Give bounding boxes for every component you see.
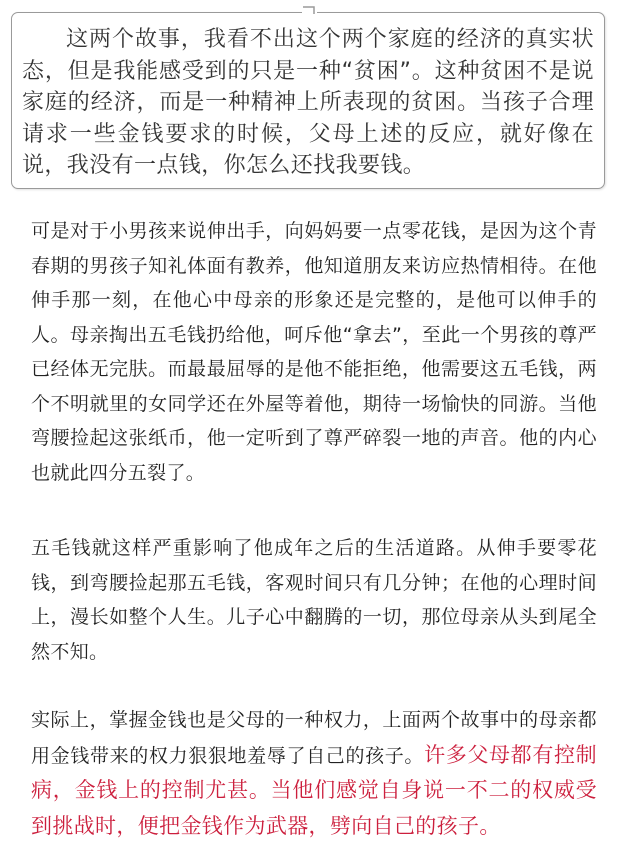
body-paragraph-3-text: 实际上，掌握金钱也是父母的一种权力，上面两个故事中的母亲都用金钱带来的权力狠狠地羞辱了自己的孩子。 [31,709,597,767]
body-paragraph-1: 可是对于小男孩来说伸出手，向妈妈要一点零花钱，是因为这个青春期的男孩子知礼体面有教养，他知道朋友来访应热情相待。在他伸手那一刻，在他心中母亲的形象还是完整的，是他可以伸手的人。母亲掏出五毛钱扔给他，呵斥他“拿去”，至此一个男孩的尊严已经体无完肤。而最最屈辱的是他不能拒绝，他需要这五毛钱，两个不明就里的女同学还在外屋等着他，期待一场愉快的同游。当他弯腰捡起这张纸币，他一定听到了尊严碎裂一地的声音。他的内心也就此四分五裂了。 [31,220,597,484]
body-paragraph-2: 五毛钱就这样严重影响了他成年之后的生活道路。从伸手要零花钱，到弯腰捡起那五毛钱，客观时间只有几分钟；在他的心理时间上，漫长如整个人生。儿子心中翻腾的一切，那位母亲从头到尾全然不知。 [31,537,597,663]
quote-box [11,12,605,189]
quote-text: 这两个故事，我看不出这个两个家庭的经济的真实状态，但是我能感受到的只是一种“贫困”。这种贫困不是说家庭的经济，而是一种精神上所表现的贫困。当孩子合理请求一些金钱要求的时候，父母上述的反应，就好像在说，我没有一点钱，你怎么还找我要钱。 [22,27,594,178]
quote-corner-mark-icon [302,3,317,15]
highlighted-text: 许多父母都有控制病，金钱上的控制尤甚。当他们感觉自身说一不二的权威受到挑战时，便把金钱作为武器，劈向自己的孩子。 [31,742,597,838]
body-paragraph-3 [31,703,597,844]
